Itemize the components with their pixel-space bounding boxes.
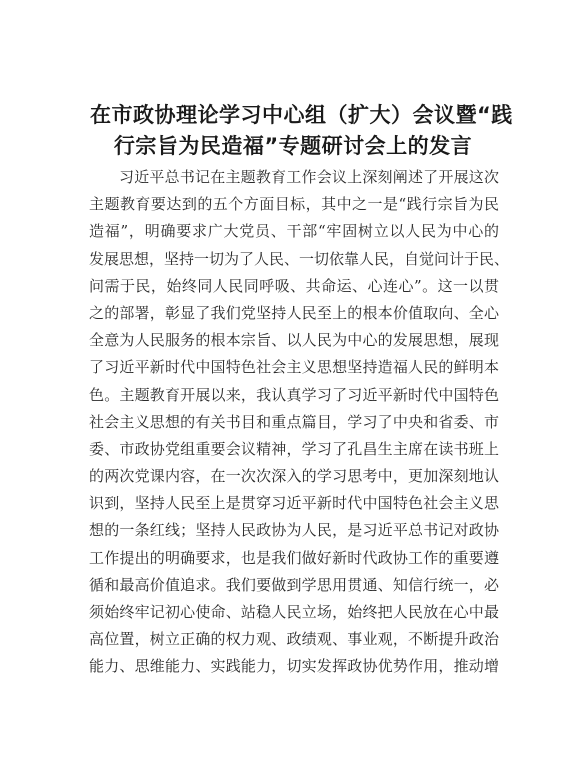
body-line: 循和最高价值追求。我们要做到学思用贯通、知信行统一，必 bbox=[89, 575, 499, 594]
body-line: 习近平总书记在主题教育工作会议上深刻阐述了开展这次 bbox=[119, 168, 499, 186]
body-line: 全意为人民服务的根本宗旨、以人民为中心的发展思想，展现 bbox=[89, 331, 499, 350]
body-line: 色。主题教育开展以来，我认真学习了习近平新时代中国特色 bbox=[89, 385, 499, 404]
body-line: 之的部署，彰显了我们党坚持人民至上的根本价值取向、全心 bbox=[89, 303, 499, 322]
body-paragraph bbox=[89, 164, 510, 681]
document-title bbox=[90, 100, 513, 162]
body-line: 造福”，明确要求广大党员、干部“牢固树立以人民为中心的 bbox=[89, 222, 499, 241]
body-line: 主题教育要达到的五个方面目标，其中之一是“践行宗旨为民 bbox=[89, 195, 499, 214]
body-line: 想的一条红线；坚持人民政协为人民，是习近平总书记对政协 bbox=[89, 521, 499, 540]
title-line-1: 在市政协理论学习中心组（扩大）会议暨“践 bbox=[90, 103, 513, 127]
body-line: 须始终牢记初心使命、站稳人民立场，始终把人民放在心中最 bbox=[89, 603, 499, 621]
body-line: 的两次党课内容，在一次次深入的学习思考中，更加深刻地认 bbox=[89, 467, 499, 486]
body-line: 社会主义思想的有关书目和重点篇目，学习了中央和省委、市 bbox=[89, 412, 499, 431]
body-line: 了习近平新时代中国特色社会主义思想坚持造福人民的鲜明本 bbox=[89, 358, 499, 377]
body-line: 问需于民，始终同人民同呼吸、共命运、心连心”。这一以贯 bbox=[89, 276, 499, 295]
body-line: 委、市政协党组重要会议精神，学习了孔昌生主席在读书班上 bbox=[89, 439, 499, 458]
body-line: 工作提出的明确要求，也是我们做好新时代政协工作的重要遵 bbox=[89, 548, 499, 567]
body-line: 识到，坚持人民至上是贯穿习近平新时代中国特色社会主义思 bbox=[89, 494, 499, 513]
body-line: 能力、思维能力、实践能力，切实发挥政协优势作用，推动增 bbox=[89, 657, 499, 676]
body-line: 发展思想，坚持一切为了人民、一切依靠人民，自觉问计于民、 bbox=[89, 249, 510, 268]
body-line: 高位置，树立正确的权力观、政绩观、事业观，不断提升政治 bbox=[89, 630, 499, 649]
title-line-2: 行宗旨为民造福”专题研讨会上的发言 bbox=[113, 134, 473, 158]
